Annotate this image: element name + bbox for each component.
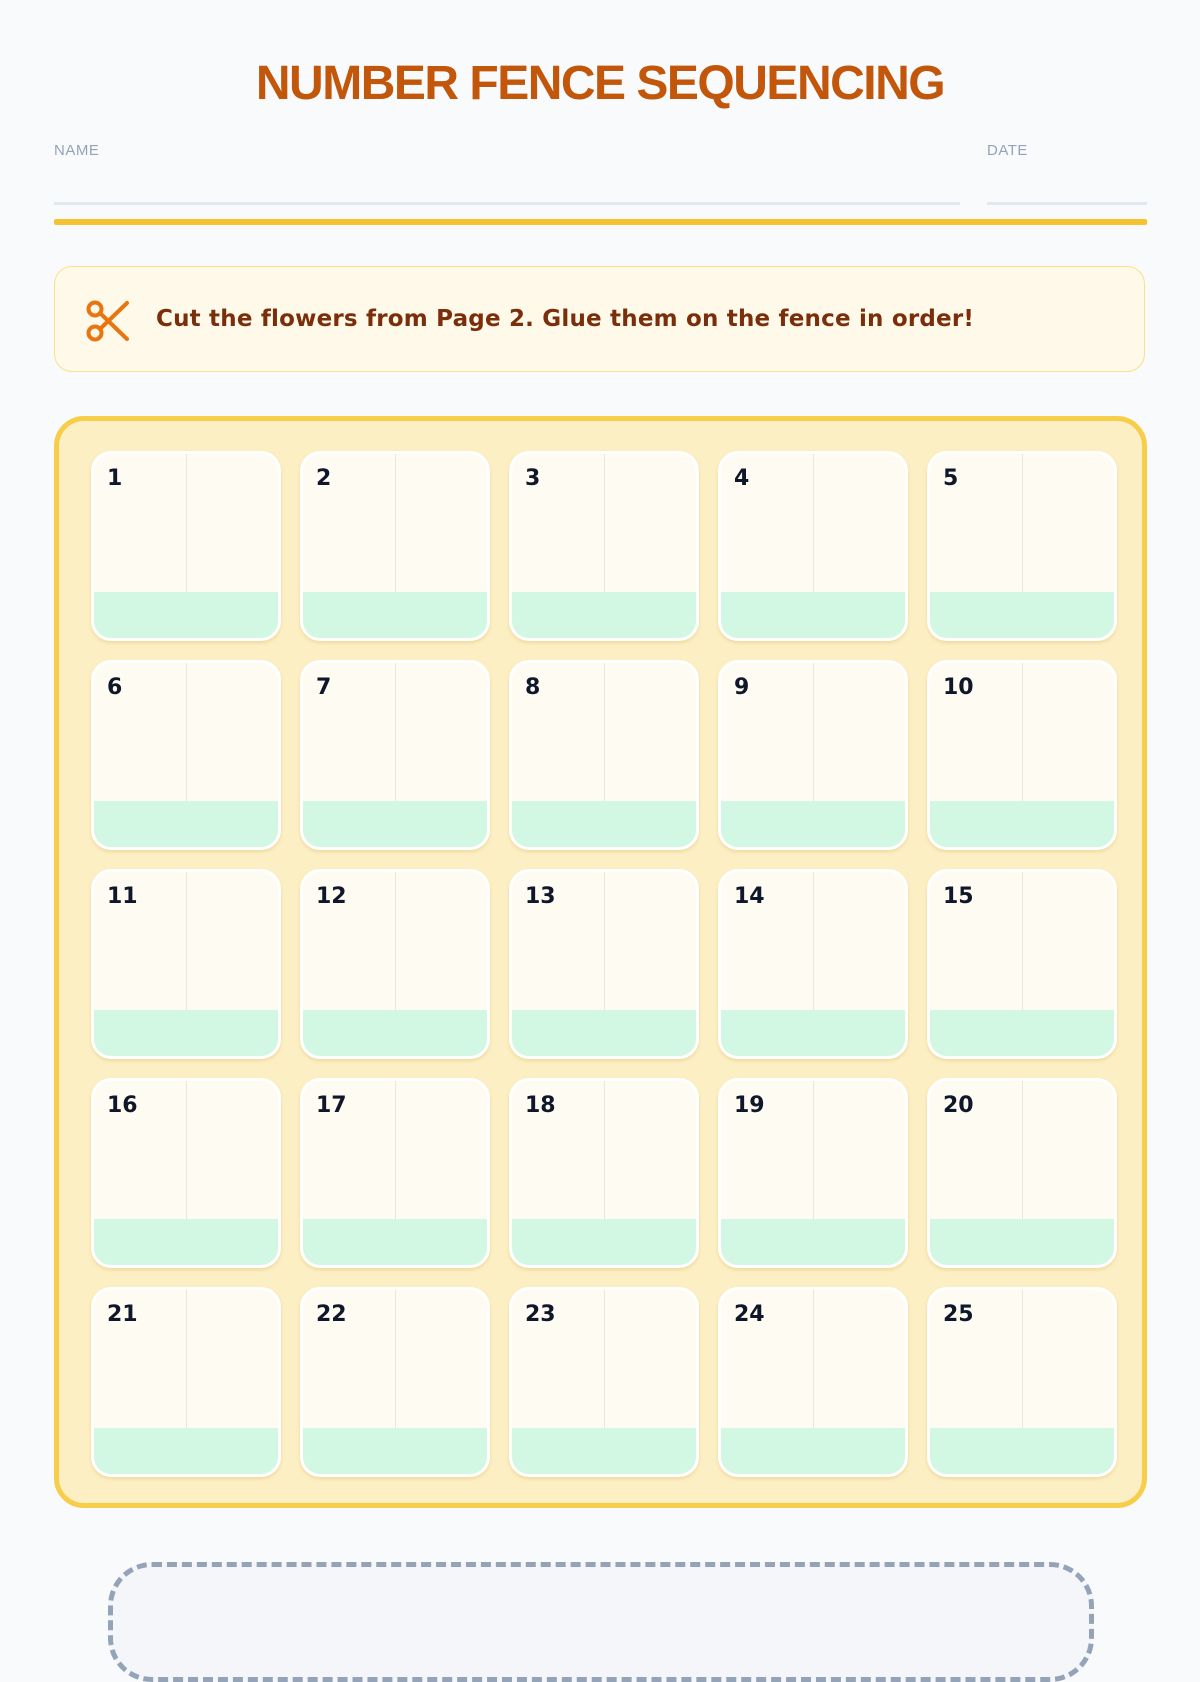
picket-divider [395,1290,396,1428]
picket-number: 23 [525,1302,556,1327]
cut-out-area [108,1562,1094,1682]
picket-grass [94,1010,278,1056]
picket-grass [512,592,696,638]
picket-number: 3 [525,466,541,491]
fence-picket[interactable] [927,660,1117,850]
fence-picket[interactable] [509,451,699,641]
picket-number: 5 [943,466,959,491]
picket-divider [813,1081,814,1219]
fence-picket[interactable] [91,660,281,850]
picket-divider [186,663,187,801]
picket-divider [813,1290,814,1428]
picket-grass [930,1219,1114,1265]
picket-number: 7 [316,675,332,700]
instruction-text: Cut the flowers from Page 2. Glue them on the fence in order! [156,306,975,332]
picket-grass [512,1428,696,1474]
picket-number: 13 [525,884,556,909]
fence-picket[interactable] [718,1287,908,1477]
picket-grass [303,1219,487,1265]
picket-divider [186,454,187,592]
picket-grass [512,1219,696,1265]
fence-picket[interactable] [509,660,699,850]
fence-picket[interactable] [927,1287,1117,1477]
picket-grass [930,801,1114,847]
picket-divider [186,1081,187,1219]
picket-number: 24 [734,1302,765,1327]
picket-divider [395,1081,396,1219]
picket-divider [1022,454,1023,592]
picket-divider [604,1081,605,1219]
picket-number: 10 [943,675,974,700]
picket-grass [721,801,905,847]
picket-number: 21 [107,1302,138,1327]
picket-grass [512,1010,696,1056]
picket-divider [1022,1081,1023,1219]
fence-picket[interactable] [718,451,908,641]
fence-picket[interactable] [300,1078,490,1268]
picket-divider [395,872,396,1010]
picket-number: 20 [943,1093,974,1118]
picket-number: 19 [734,1093,765,1118]
picket-grass [303,801,487,847]
fence-picket[interactable] [509,1078,699,1268]
picket-number: 14 [734,884,765,909]
picket-divider [186,872,187,1010]
picket-number: 11 [107,884,138,909]
picket-number: 8 [525,675,541,700]
picket-number: 18 [525,1093,556,1118]
picket-divider [186,1290,187,1428]
picket-grass [930,1428,1114,1474]
picket-divider [604,663,605,801]
fence-picket[interactable] [718,869,908,1059]
picket-divider [813,872,814,1010]
picket-grass [930,1010,1114,1056]
date-label: DATE [987,142,1028,159]
picket-number: 25 [943,1302,974,1327]
name-label: NAME [54,142,100,159]
picket-number: 9 [734,675,750,700]
picket-divider [1022,663,1023,801]
picket-divider [395,454,396,592]
fence-picket[interactable] [300,451,490,641]
picket-divider [604,1290,605,1428]
picket-grass [303,1428,487,1474]
instruction-banner [54,266,1145,372]
fence-picket[interactable] [509,1287,699,1477]
scissors-icon [85,297,133,345]
picket-grass [721,1219,905,1265]
picket-grass [94,592,278,638]
name-field[interactable] [54,202,960,205]
picket-grass [94,1428,278,1474]
fence-picket[interactable] [509,869,699,1059]
picket-number: 6 [107,675,123,700]
fence-picket[interactable] [91,1287,281,1477]
picket-grass [94,1219,278,1265]
picket-number: 2 [316,466,332,491]
picket-grass [721,1428,905,1474]
picket-grass [721,1010,905,1056]
picket-number: 15 [943,884,974,909]
fence-picket[interactable] [91,1078,281,1268]
picket-number: 12 [316,884,347,909]
picket-number: 16 [107,1093,138,1118]
page-title: NUMBER FENCE SEQUENCING [255,57,945,110]
fence-picket[interactable] [927,869,1117,1059]
fence-picket[interactable] [300,660,490,850]
picket-divider [395,663,396,801]
picket-divider [813,663,814,801]
picket-divider [604,872,605,1010]
fence-picket[interactable] [91,451,281,641]
fence-picket[interactable] [91,869,281,1059]
picket-grass [930,592,1114,638]
fence-picket[interactable] [927,451,1117,641]
picket-divider [1022,1290,1023,1428]
picket-grass [512,801,696,847]
picket-divider [604,454,605,592]
picket-grass [303,1010,487,1056]
picket-number: 17 [316,1093,347,1118]
fence-picket[interactable] [927,1078,1117,1268]
picket-grass [303,592,487,638]
fence-picket[interactable] [300,869,490,1059]
picket-grid [91,451,1117,1477]
picket-number: 1 [107,466,123,491]
picket-number: 4 [734,466,750,491]
picket-divider [813,454,814,592]
fence-picket[interactable] [300,1287,490,1477]
date-field[interactable] [987,202,1147,205]
fence-picket[interactable] [718,1078,908,1268]
header-divider [54,219,1147,225]
fence-picket[interactable] [718,660,908,850]
picket-grass [721,592,905,638]
picket-grass [94,801,278,847]
number-fence [54,416,1147,1508]
picket-number: 22 [316,1302,347,1327]
picket-divider [1022,872,1023,1010]
